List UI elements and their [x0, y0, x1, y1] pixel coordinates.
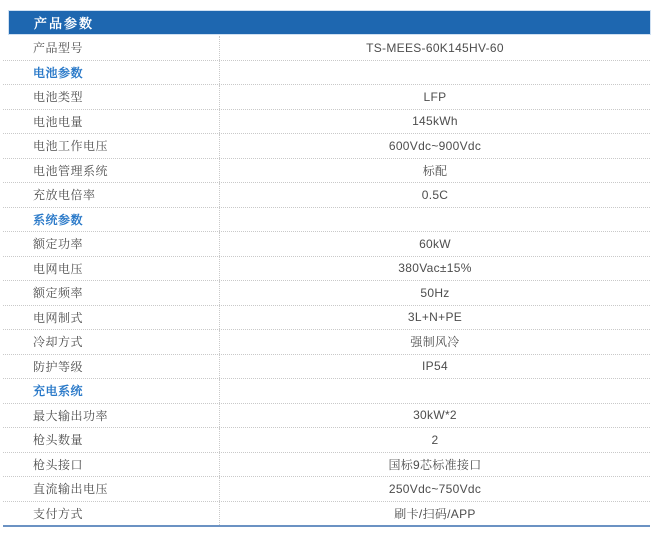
- spec-table: [3, 36, 650, 527]
- param-value: 国标9芯标准接口: [219, 453, 650, 477]
- param-value: 600Vdc~900Vdc: [219, 134, 650, 158]
- param-label: 电网制式: [33, 310, 84, 325]
- table-row: [3, 134, 650, 159]
- param-value: 380Vac±15%: [219, 257, 650, 281]
- table-row: [3, 159, 650, 184]
- param-value: [219, 379, 650, 403]
- table-row: [3, 330, 650, 355]
- table-row: [3, 281, 650, 306]
- param-label: 电网电压: [33, 261, 84, 276]
- param-value: 3L+N+PE: [219, 306, 650, 330]
- param-label: 枪头接口: [33, 457, 84, 472]
- param-label: 额定频率: [33, 286, 84, 301]
- table-row: [3, 502, 650, 528]
- param-label: 防护等级: [33, 359, 84, 374]
- table-row: [3, 477, 650, 502]
- param-label: 冷却方式: [33, 335, 84, 350]
- param-value: IP54: [219, 355, 650, 379]
- param-value: [219, 61, 650, 85]
- param-label: 直流输出电压: [33, 482, 109, 497]
- table-row: [3, 36, 650, 61]
- param-label: 电池电量: [33, 114, 84, 129]
- param-value: TS-MEES-60K145HV-60: [219, 36, 650, 60]
- param-value: 刷卡/扫码/APP: [219, 502, 650, 526]
- table-row: [3, 404, 650, 429]
- table-row: [3, 355, 650, 380]
- param-value: 60kW: [219, 232, 650, 256]
- param-value: 0.5C: [219, 183, 650, 207]
- param-value: LFP: [219, 85, 650, 109]
- param-value: 30kW*2: [219, 404, 650, 428]
- param-label: 产品型号: [33, 41, 84, 56]
- table-row: [3, 428, 650, 453]
- param-value: 2: [219, 428, 650, 452]
- table-row: [3, 85, 650, 110]
- table-row: [3, 110, 650, 135]
- table-row: [3, 453, 650, 478]
- param-value: 强制风冷: [219, 330, 650, 354]
- param-label: 电池工作电压: [33, 139, 109, 154]
- param-label: 电池管理系统: [33, 163, 109, 178]
- section-title: 充电系统: [33, 384, 84, 399]
- table-row: [3, 306, 650, 331]
- section-row: [3, 61, 650, 86]
- table-row: [3, 183, 650, 208]
- table-row: [3, 232, 650, 257]
- param-label: 充放电倍率: [33, 188, 96, 203]
- param-value: 145kWh: [219, 110, 650, 134]
- param-value: [219, 208, 650, 232]
- param-value: 标配: [219, 159, 650, 183]
- param-label: 最大输出功率: [33, 408, 109, 423]
- param-label: 额定功率: [33, 237, 84, 252]
- param-value: 50Hz: [219, 281, 650, 305]
- section-header-bar: [8, 10, 651, 35]
- param-value: 250Vdc~750Vdc: [219, 477, 650, 501]
- param-label: 电池类型: [33, 90, 84, 105]
- section-row: [3, 208, 650, 233]
- table-row: [3, 257, 650, 282]
- page-title: 产品参数: [34, 16, 95, 31]
- section-title: 电池参数: [33, 65, 84, 80]
- param-label: 枪头数量: [33, 433, 84, 448]
- section-row: [3, 379, 650, 404]
- section-title: 系统参数: [33, 212, 84, 227]
- param-label: 支付方式: [33, 506, 84, 521]
